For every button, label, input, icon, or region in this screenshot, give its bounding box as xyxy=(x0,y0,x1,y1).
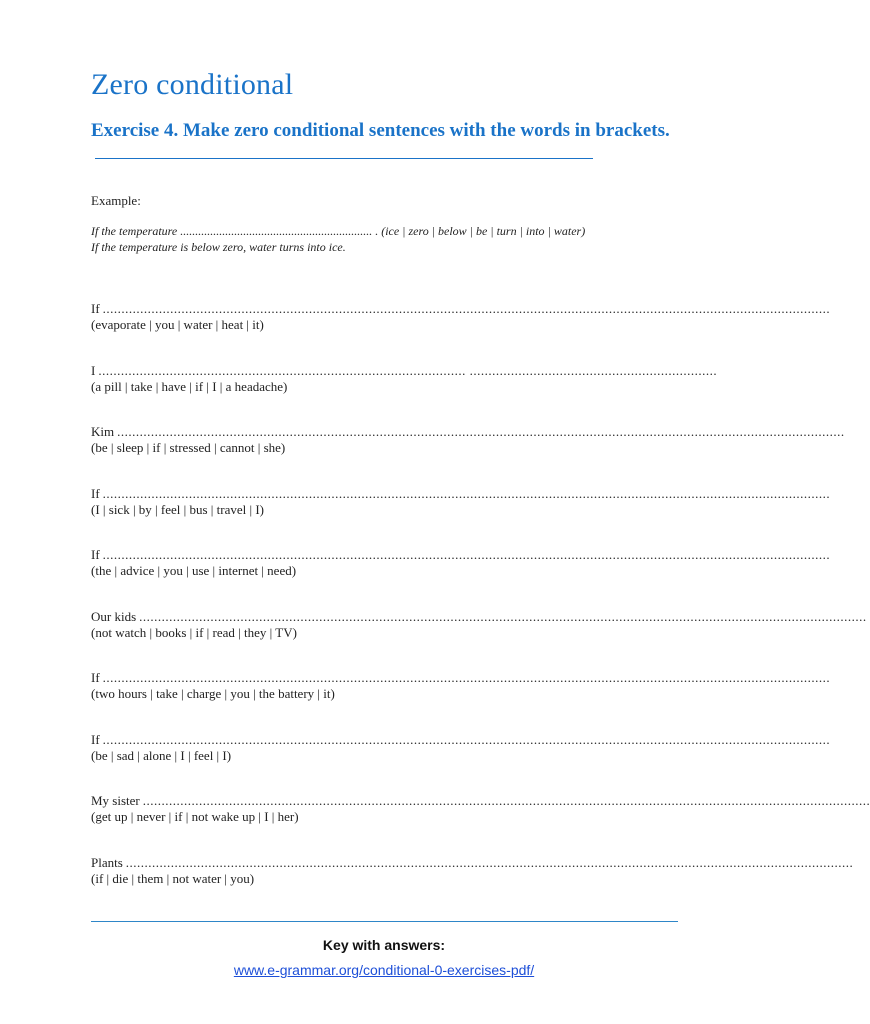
answer-line[interactable] xyxy=(91,363,718,379)
sentence-start: My sister xyxy=(91,793,140,808)
word-prompt: (not watch | books | if | read | they | TV) xyxy=(91,625,297,640)
word-prompt: (be | sad | alone | I | feel | I) xyxy=(91,748,232,763)
word-prompt: (get up | never | if | not wake up | I | her) xyxy=(91,809,299,824)
exercise-item-5 xyxy=(91,547,831,579)
answer-dots: .................................................................................................................................................................................................. xyxy=(142,793,870,808)
answer-line[interactable] xyxy=(91,670,831,686)
answer-line[interactable] xyxy=(91,732,831,748)
answer-dots: .................................................................................................................................................................................................. xyxy=(102,732,831,747)
answer-dots: .................................................................................................................................................................................................. xyxy=(102,486,831,501)
answer-line[interactable] xyxy=(91,547,831,563)
exercise-item-6 xyxy=(91,609,867,641)
answer-line[interactable] xyxy=(91,793,870,809)
answer-line[interactable] xyxy=(91,424,845,440)
sentence-start: If xyxy=(91,301,100,316)
exercise-item-2 xyxy=(91,363,718,395)
example-label: Example: xyxy=(91,193,141,208)
sentence-start: If xyxy=(91,670,100,685)
exercise-heading-underline xyxy=(95,144,593,159)
word-prompt: (if | die | them | not water | you) xyxy=(91,871,255,886)
example-prompt: If the temperature ................................................................ . (ice | zero | below | be | turn | into | water) xyxy=(91,224,586,238)
answer-dots: .................................................................................................................................................................................................. xyxy=(117,424,845,439)
answer-line[interactable] xyxy=(91,301,831,317)
page-title: Zero conditional xyxy=(91,68,294,101)
exercise-item-3 xyxy=(91,424,845,456)
exercise-item-10 xyxy=(91,855,854,887)
answer-line[interactable] xyxy=(91,486,831,502)
sentence-start: Kim xyxy=(91,424,115,439)
exercise-item-4 xyxy=(91,486,831,518)
exercise-item-1 xyxy=(91,301,831,333)
answer-line[interactable] xyxy=(91,855,854,871)
word-prompt: (two hours | take | charge | you | the battery | it) xyxy=(91,686,335,701)
exercise-heading xyxy=(91,119,681,165)
answer-dots: .................................................................................................................................................................................................. xyxy=(139,609,867,624)
sentence-start: If xyxy=(91,486,100,501)
word-prompt: (be | sleep | if | stressed | cannot | she) xyxy=(91,440,286,455)
sentence-start: Plants xyxy=(91,855,123,870)
footer-divider xyxy=(91,921,678,922)
answer-dots: .................................................................................................................................................................................................. xyxy=(102,670,831,685)
example-answer: If the temperature is below zero, water turns into ice. xyxy=(91,240,346,254)
answer-dots: .................................................................................................................................................................................................. xyxy=(125,855,854,870)
answer-key-heading: Key with answers: xyxy=(322,937,446,953)
answer-key-link[interactable]: www.e-grammar.org/conditional-0-exercises-pdf/ xyxy=(233,962,535,978)
sentence-start: If xyxy=(91,547,100,562)
word-prompt: (the | advice | you | use | internet | need) xyxy=(91,563,297,578)
answer-dots: .................................................................................................. .................................................................. xyxy=(98,363,718,378)
exercise-instruction: Exercise 4. Make zero conditional sentences with the words in brackets. xyxy=(91,120,670,141)
answer-dots: .................................................................................................................................................................................................. xyxy=(102,301,831,316)
answer-line[interactable] xyxy=(91,609,867,625)
sentence-start: I xyxy=(91,363,96,378)
word-prompt: (I | sick | by | feel | bus | travel | I) xyxy=(91,502,265,517)
word-prompt: (a pill | take | have | if | I | a headache) xyxy=(91,379,288,394)
answer-dots: .................................................................................................................................................................................................. xyxy=(102,547,831,562)
word-prompt: (evaporate | you | water | heat | it) xyxy=(91,317,264,332)
sentence-start: If xyxy=(91,732,100,747)
exercise-item-7 xyxy=(91,670,831,702)
exercise-item-9 xyxy=(91,793,870,825)
sentence-start: Our kids xyxy=(91,609,137,624)
exercise-item-8 xyxy=(91,732,831,764)
